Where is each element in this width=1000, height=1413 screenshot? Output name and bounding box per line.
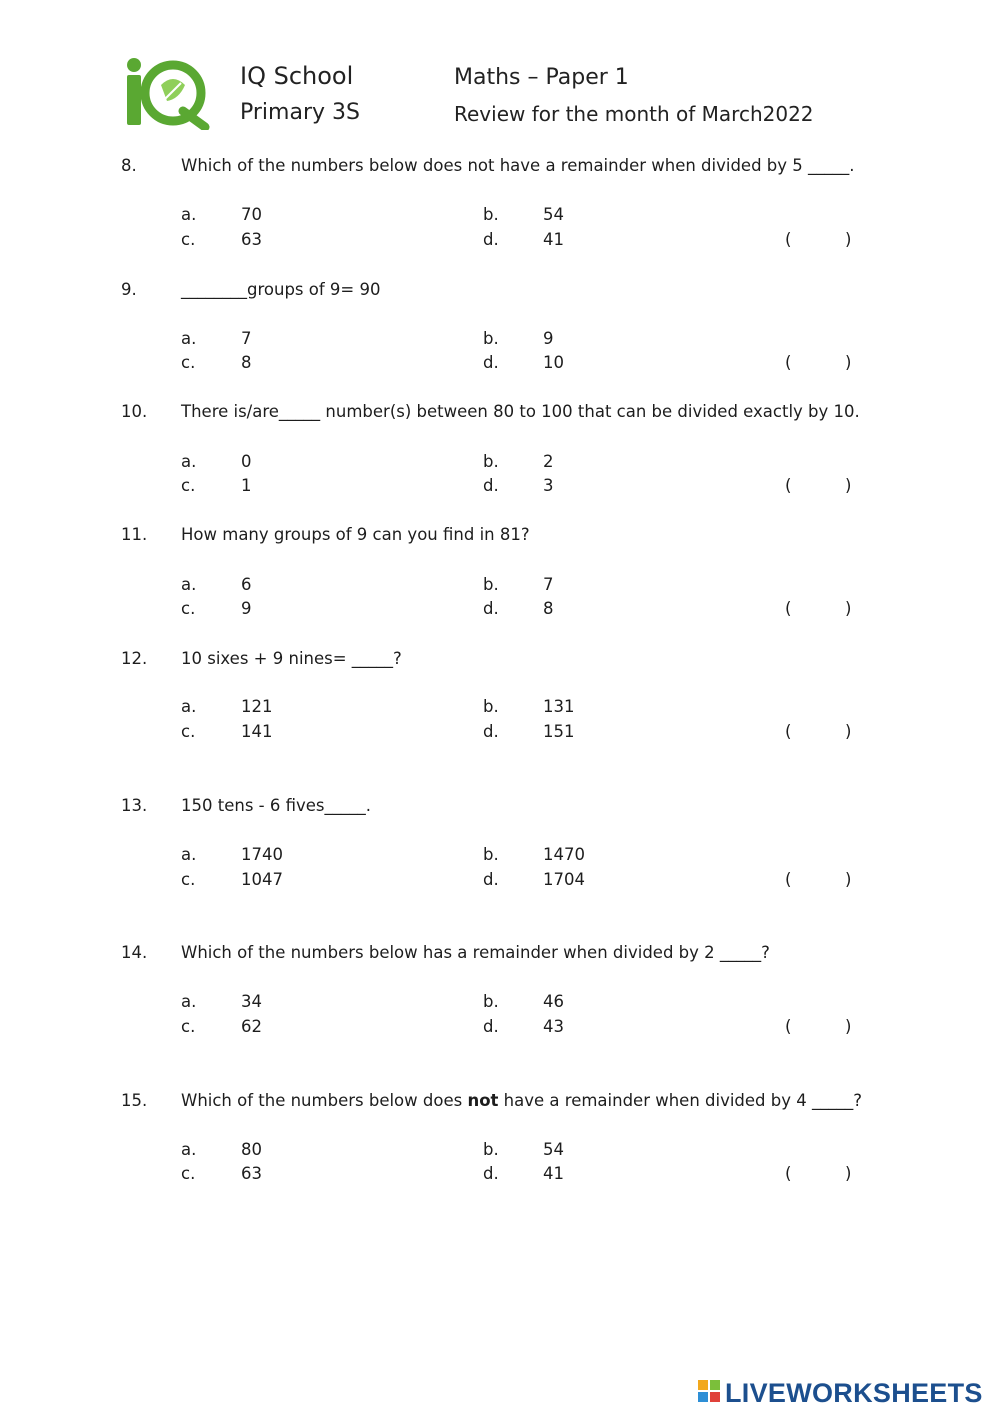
option-c: c. 141: [181, 722, 273, 741]
option-d: d. 41: [483, 1164, 564, 1183]
option-b: b. 1470: [483, 845, 585, 864]
question-text: There is/are_____ number(s) between 80 to 100 that can be divided exactly by 10.: [181, 402, 860, 421]
option-a: a. 80: [181, 1140, 262, 1159]
question-number: 12.: [121, 649, 148, 668]
option-c: c. 62: [181, 1017, 262, 1036]
option-c: c. 9: [181, 599, 252, 618]
answer-box[interactable]: ( ): [785, 1164, 852, 1183]
liveworksheets-logo-icon: [697, 1379, 721, 1407]
question-text: 10 sixes + 9 nines= _____?: [181, 649, 402, 668]
option-d: d. 3: [483, 476, 554, 495]
answer-box[interactable]: ( ): [785, 230, 852, 249]
option-c: c. 63: [181, 230, 262, 249]
option-a: a. 1740: [181, 845, 283, 864]
question-text: Which of the numbers below does not have a remainder when divided by 4 _____?: [181, 1091, 863, 1110]
option-b: b. 54: [483, 1140, 564, 1159]
question-13: [0, 796, 1000, 826]
question-text: Which of the numbers below has a remainder when divided by 2 _____?: [181, 943, 770, 962]
question-number: 15.: [121, 1091, 148, 1110]
answer-box[interactable]: ( ): [785, 1017, 852, 1036]
question-text: ________groups of 9= 90: [181, 280, 381, 299]
answer-box[interactable]: ( ): [785, 870, 852, 889]
option-a: a. 34: [181, 992, 262, 1011]
question-8: [0, 156, 1000, 186]
option-d: d. 151: [483, 722, 575, 741]
question-number: 11.: [121, 525, 148, 544]
question-number: 10.: [121, 402, 148, 421]
question-number: 14.: [121, 943, 148, 962]
answer-box[interactable]: ( ): [785, 599, 852, 618]
answer-box[interactable]: ( ): [785, 722, 852, 741]
option-c: c. 1: [181, 476, 252, 495]
option-d: d. 8: [483, 599, 554, 618]
answer-box[interactable]: ( ): [785, 353, 852, 372]
question-15: [0, 1091, 1000, 1121]
option-c: c. 1047: [181, 870, 283, 889]
review-subtitle: Review for the month of March2022: [454, 102, 814, 126]
option-b: b. 131: [483, 697, 575, 716]
option-d: d. 10: [483, 353, 564, 372]
option-a: a. 70: [181, 205, 262, 224]
option-d: d. 41: [483, 230, 564, 249]
question-9: [0, 280, 1000, 310]
question-number: 8.: [121, 156, 137, 175]
option-b: b. 2: [483, 452, 554, 471]
option-a: a. 7: [181, 329, 252, 348]
brand-name: LIVEWORKSHEETS: [725, 1377, 983, 1408]
question-10: [0, 402, 1000, 432]
question-text: 150 tens - 6 fives_____.: [181, 796, 371, 815]
grade-label: Primary 3S: [240, 100, 360, 125]
option-b: b. 46: [483, 992, 564, 1011]
option-b: b. 54: [483, 205, 564, 224]
question-12: [0, 649, 1000, 679]
option-c: c. 63: [181, 1164, 262, 1183]
option-c: c. 8: [181, 353, 252, 372]
liveworksheets-brand[interactable]: [697, 1377, 983, 1409]
paper-title: Maths – Paper 1: [454, 65, 629, 90]
question-text: Which of the numbers below does not have a remainder when divided by 5 _____.: [181, 156, 855, 175]
question-14: [0, 943, 1000, 973]
option-b: b. 9: [483, 329, 554, 348]
option-d: d. 43: [483, 1017, 564, 1036]
option-d: d. 1704: [483, 870, 585, 889]
question-11: [0, 525, 1000, 555]
question-number: 9.: [121, 280, 137, 299]
school-logo: [121, 55, 211, 130]
school-name: IQ School: [240, 62, 354, 90]
option-b: b. 7: [483, 575, 554, 594]
question-text: How many groups of 9 can you find in 81?: [181, 525, 530, 544]
option-a: a. 6: [181, 575, 252, 594]
answer-box[interactable]: ( ): [785, 476, 852, 495]
option-a: a. 121: [181, 697, 273, 716]
option-a: a. 0: [181, 452, 252, 471]
question-number: 13.: [121, 796, 148, 815]
